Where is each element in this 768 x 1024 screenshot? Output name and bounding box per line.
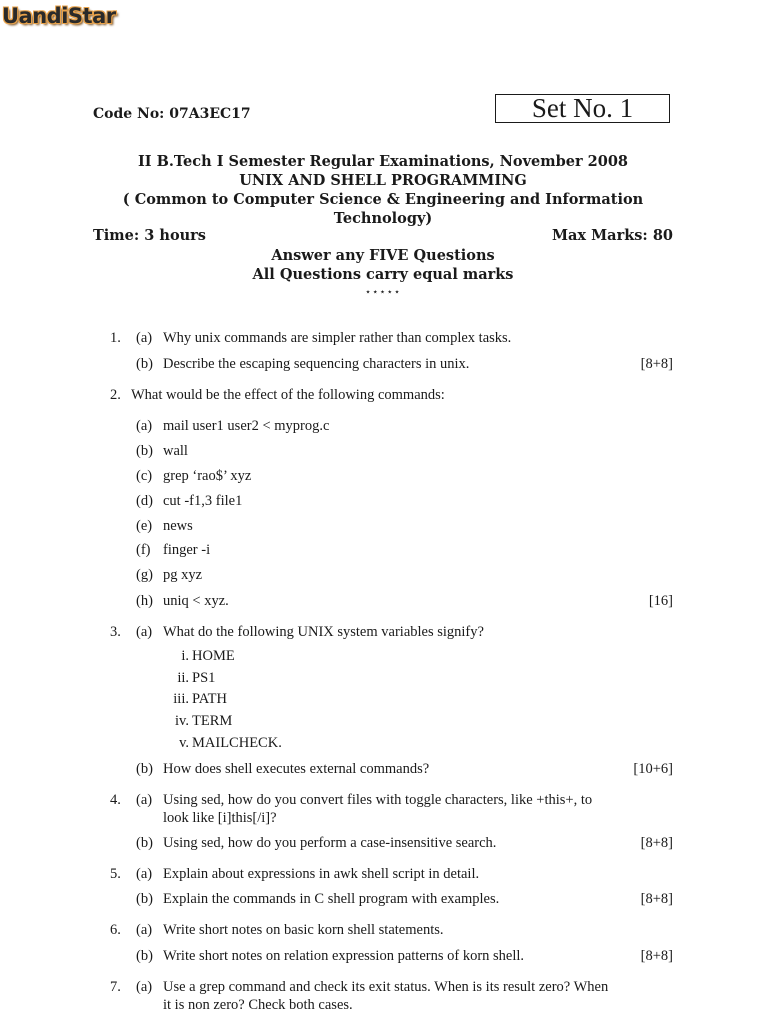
max-marks-label: Max Marks: 80 <box>551 227 673 244</box>
subitem-text: TERM <box>192 713 233 729</box>
marks-label: [10+6] <box>633 761 673 777</box>
subitem-label: v. <box>179 735 189 751</box>
marks-label: [8+8] <box>640 356 673 372</box>
part-label: (c) <box>136 468 153 484</box>
question-text: How does shell executes external commands? <box>163 761 430 777</box>
item-text: cut -f1,3 file1 <box>163 493 243 509</box>
part-label: (b) <box>136 891 153 907</box>
marks-label: [8+8] <box>640 835 673 851</box>
question-text: look like [i]this[/i]? <box>163 810 277 826</box>
item-text: pg xyz <box>163 567 203 583</box>
question-number: 7. <box>110 979 121 995</box>
part-label: (b) <box>136 948 153 964</box>
question-text: What do the following UNIX system variables signify? <box>163 624 484 640</box>
question-text: Write short notes on basic korn shell statements. <box>163 922 444 938</box>
question-text: What would be the effect of the following commands: <box>131 387 445 403</box>
part-label: (a) <box>136 866 153 882</box>
question-text: Using sed, how do you perform a case-insensitive search. <box>163 835 497 851</box>
question-text: Explain about expressions in awk shell script in detail. <box>163 866 480 882</box>
question-text: Explain the commands in C shell program with examples. <box>163 891 500 907</box>
exam-title: II B.Tech I Semester Regular Examinations, November 2008 <box>138 153 628 170</box>
part-label: (b) <box>136 356 153 372</box>
part-label: (a) <box>136 418 153 434</box>
part-label: (a) <box>136 922 153 938</box>
part-label: (a) <box>136 624 153 640</box>
instruction-line-2: All Questions carry equal marks <box>252 266 514 283</box>
time-marks-row <box>93 227 673 244</box>
code-number: Code No: 07A3EC17 <box>93 106 251 122</box>
subitem-label: iv. <box>175 713 189 729</box>
question-text: Using sed, how do you convert files with toggle characters, like +this+, to <box>163 792 593 808</box>
part-label: (a) <box>136 979 153 995</box>
time-label: Time: 3 hours <box>93 227 206 244</box>
part-label: (g) <box>136 567 153 583</box>
part-label: (h) <box>136 593 153 609</box>
question-number: 2. <box>110 387 121 403</box>
question-number: 3. <box>110 624 121 640</box>
marks-label: [8+8] <box>640 948 673 964</box>
part-label: (f) <box>136 542 151 558</box>
subitem-text: HOME <box>192 648 235 664</box>
item-text: news <box>163 518 193 534</box>
instruction-line-1: Answer any FIVE Questions <box>271 247 495 264</box>
question-number: 1. <box>110 330 121 346</box>
question-text: Why unix commands are simpler rather than complex tasks. <box>163 330 512 346</box>
marks-label: [8+8] <box>640 891 673 907</box>
part-label: (d) <box>136 493 153 509</box>
subitem-label: iii. <box>173 691 189 707</box>
question-text: Describe the escaping sequencing characters in unix. <box>163 356 470 372</box>
site-logo: UandiStar <box>2 4 116 28</box>
subitem-text: PATH <box>192 691 227 707</box>
subitem-label: ii. <box>177 670 189 686</box>
question-number: 5. <box>110 866 121 882</box>
item-text: mail user1 user2 < myprog.c <box>163 418 330 434</box>
item-text: grep ‘rao$’ xyz <box>163 468 252 484</box>
set-number-box: Set No. 1 <box>495 94 670 123</box>
subitem-text: MAILCHECK. <box>192 735 282 751</box>
item-text: finger -i <box>163 542 211 558</box>
question-text: Write short notes on relation expression patterns of korn shell. <box>163 948 525 964</box>
part-label: (a) <box>136 792 153 808</box>
part-label: (b) <box>136 761 153 777</box>
question-text: it is non zero? Check both cases. <box>163 997 353 1013</box>
marks-label: [16] <box>648 593 673 609</box>
part-label: (a) <box>136 330 153 346</box>
star-divider: ⋆⋆⋆⋆⋆ <box>364 287 402 298</box>
subitem-text: PS1 <box>192 670 216 686</box>
part-label: (e) <box>136 518 153 534</box>
item-text: uniq < xyz. <box>163 593 229 609</box>
question-number: 4. <box>110 792 121 808</box>
question-text: Use a grep command and check its exit status. When is its result zero? When <box>163 979 609 995</box>
subject-title: UNIX AND SHELL PROGRAMMING <box>239 172 527 189</box>
item-text: wall <box>163 443 188 459</box>
common-note-line-1: ( Common to Computer Science & Engineering and Information <box>122 191 644 208</box>
subitem-label: i. <box>181 648 189 664</box>
question-number: 6. <box>110 922 121 938</box>
part-label: (b) <box>136 443 153 459</box>
part-label: (b) <box>136 835 153 851</box>
common-note-line-2: Technology) <box>333 210 433 227</box>
